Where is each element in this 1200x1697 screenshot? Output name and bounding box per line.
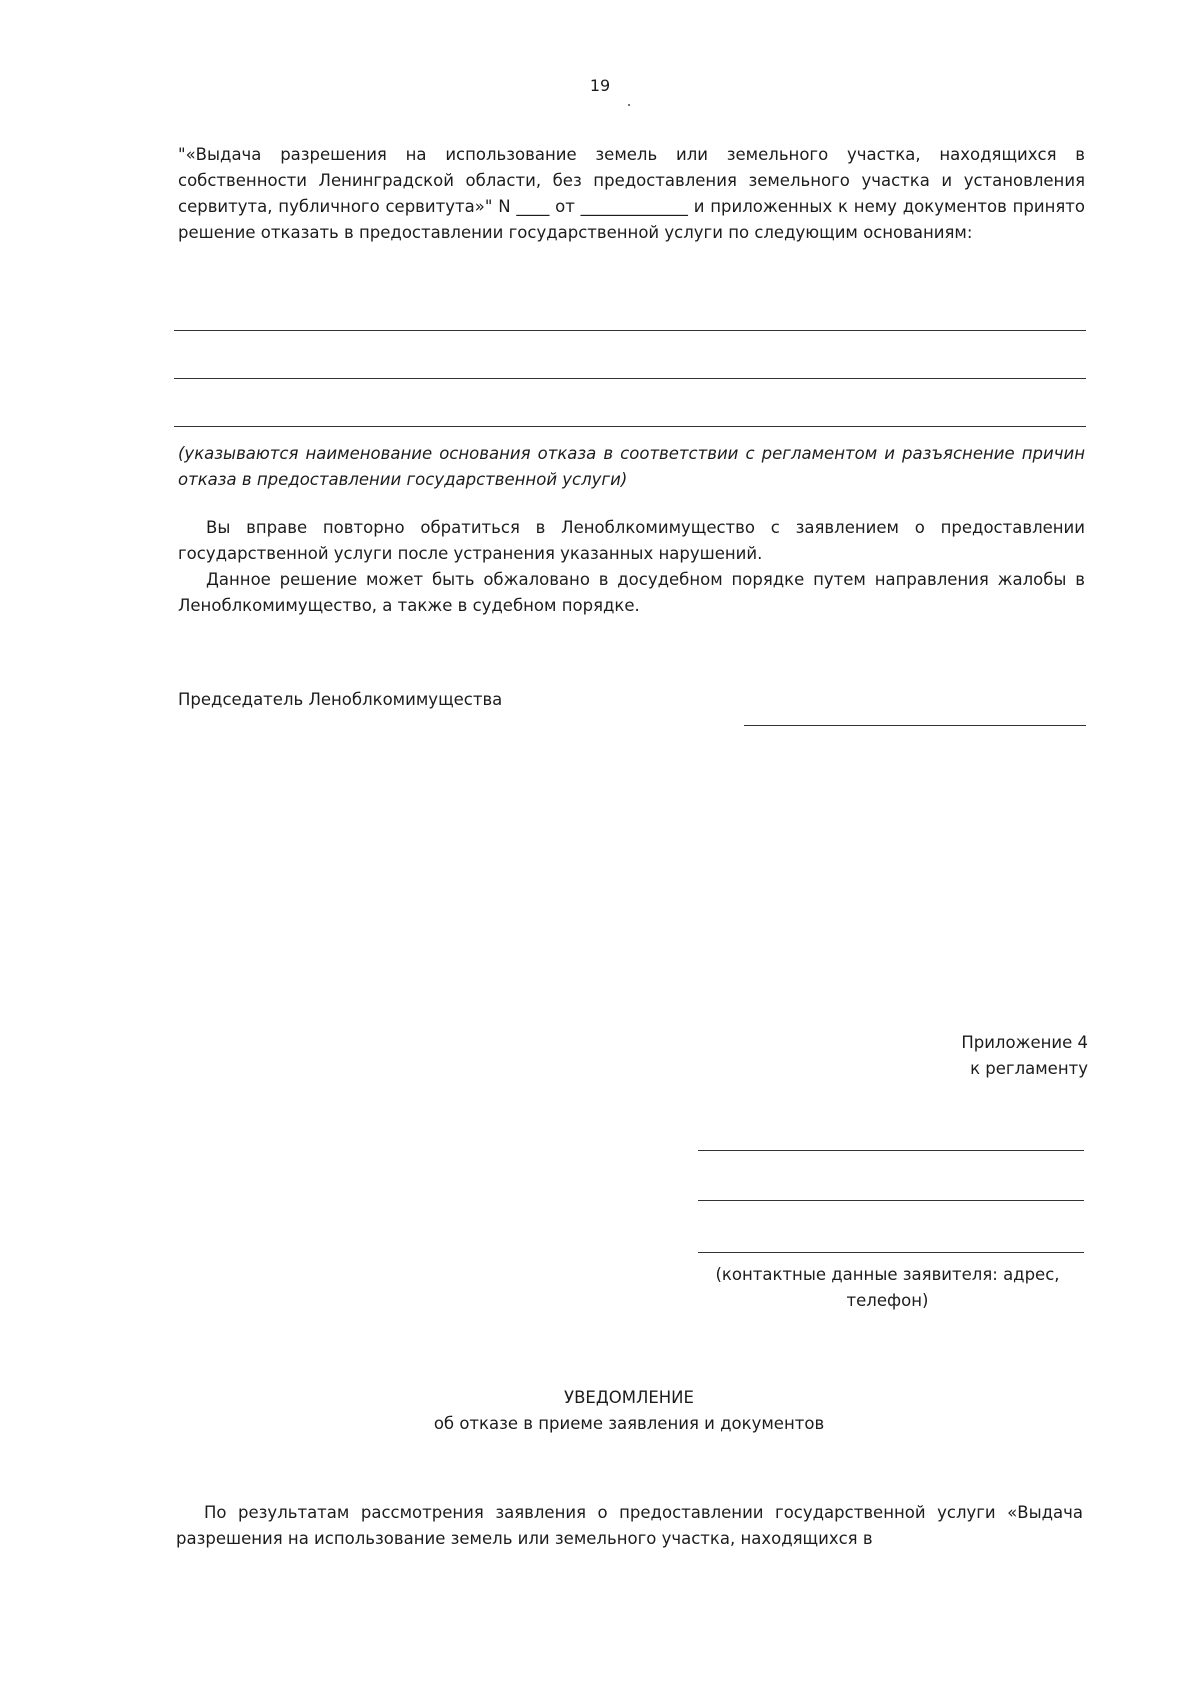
annex-block	[961, 1030, 1088, 1082]
notice-body-paragraph: По результатам рассмотрения заявления о предоставлении государственной услуги «Выдача разрешения на использование земель или земельного участка, находящихся в	[176, 1503, 1083, 1548]
contact-blank-line-2	[698, 1200, 1084, 1201]
notice-title: УВЕДОМЛЕНИЕ	[564, 1388, 694, 1407]
annex-line-2: к регламенту	[970, 1059, 1088, 1078]
signature-line	[744, 725, 1086, 726]
blank-line-reason-3	[174, 426, 1086, 427]
refusal-reason-note: (указываются наименование основания отказа в соответствии с регламентом и разъяснение причин отказа в предоставлении государственной услуги)	[178, 444, 1085, 489]
notice-subtitle: об отказе в приеме заявления и документов	[433, 1414, 825, 1433]
blank-line-reason-1	[174, 330, 1086, 331]
blank-line-reason-2	[174, 378, 1086, 379]
chairman-label: Председатель Леноблкомимущества	[178, 690, 503, 709]
service-name-paragraph: "«Выдача разрешения на использование земель или земельного участка, находящихся в собственности Ленинградской области, без предоставления земельного участка и установления сервитута, публичного сервитута»" N ____ от _____________ и приложенных к нему документов принято решение отказать в предоставлении государственной услуги по следующим основаниям:	[178, 145, 1085, 242]
contact-note: (контактные данные заявителя: адрес, телефон)	[715, 1265, 1060, 1310]
annex-line-1: Приложение 4	[961, 1033, 1088, 1052]
scan-speck	[628, 104, 630, 106]
reapply-paragraph: Вы вправе повторно обратиться в Леноблкомимущество с заявлением о предоставлении государственной услуги после устранения указанных нарушений.	[178, 518, 1085, 563]
appeal-paragraph: Данное решение может быть обжаловано в досудебном порядке путем направления жалобы в Леноблкомимущество, а также в судебном порядке.	[178, 570, 1085, 615]
page-number: 19	[589, 76, 611, 95]
contact-blank-line-3	[698, 1252, 1084, 1253]
contact-blank-line-1	[698, 1150, 1084, 1151]
